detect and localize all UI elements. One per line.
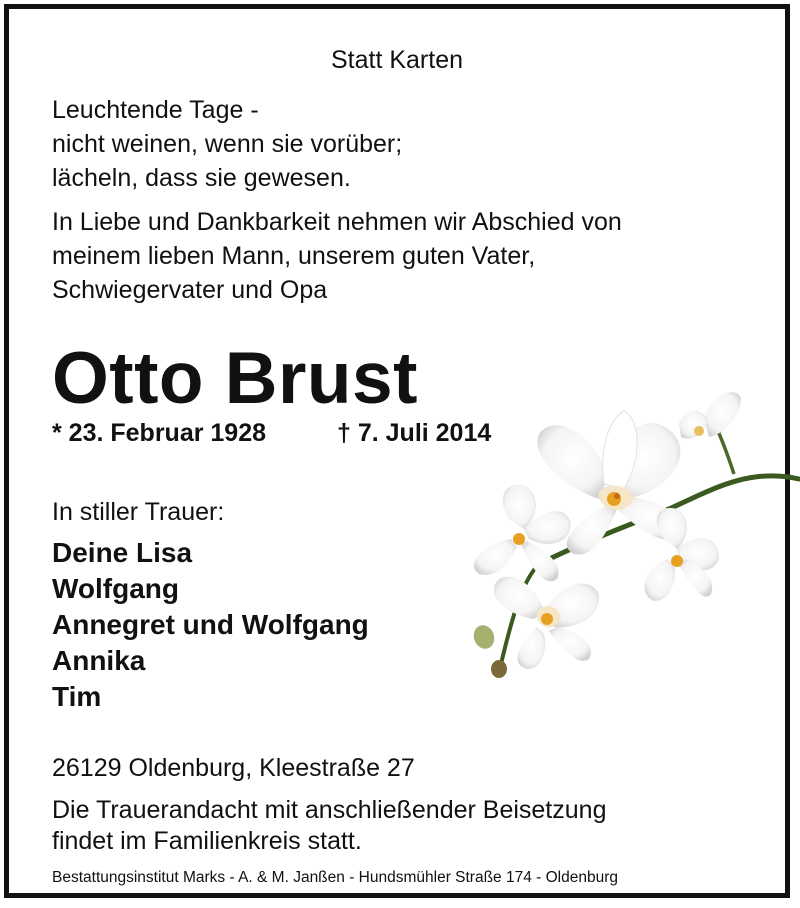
mourner-name: Wolfgang [52, 573, 180, 604]
verse-line: lächeln, dass sie gewesen. [52, 164, 351, 192]
verse [52, 93, 402, 195]
mourners-list [52, 535, 369, 715]
orchid-image [449, 379, 800, 679]
undertaker-line: Bestattungsinstitut Marks - A. & M. Janßen - Hundsmühler Straße 174 - Oldenburg [52, 869, 618, 886]
notice-header: Statt Karten [330, 46, 464, 74]
obituary-frame [4, 4, 790, 898]
verse-line: nicht weinen, wenn sie vorüber; [52, 130, 403, 158]
mourner-name: Deine Lisa [52, 537, 193, 568]
intro-line: In Liebe und Dankbarkeit nehmen wir Abschied von [52, 208, 622, 236]
birth-date: * 23. Februar 1928 [52, 419, 267, 447]
intro-line: meinem lieben Mann, unserem guten Vater, [52, 242, 536, 270]
mourner-name: Annegret und Wolfgang [52, 609, 369, 640]
deceased-name: Otto Brust [52, 338, 418, 419]
service-line: Die Trauerandacht mit anschließender Beisetzung [52, 796, 607, 824]
family-address: 26129 Oldenburg, Kleestraße 27 [52, 754, 415, 782]
death-date: † 7. Juli 2014 [337, 419, 492, 447]
service-line: findet im Familienkreis statt. [52, 827, 362, 855]
service-note [52, 795, 606, 857]
mourner-name: Annika [52, 645, 146, 676]
verse-line: Leuchtende Tage - [52, 96, 259, 124]
mourning-label: In stiller Trauer: [52, 498, 225, 526]
mourner-name: Tim [52, 681, 102, 712]
intro-line: Schwiegervater und Opa [52, 276, 328, 304]
intro-text [52, 205, 622, 307]
